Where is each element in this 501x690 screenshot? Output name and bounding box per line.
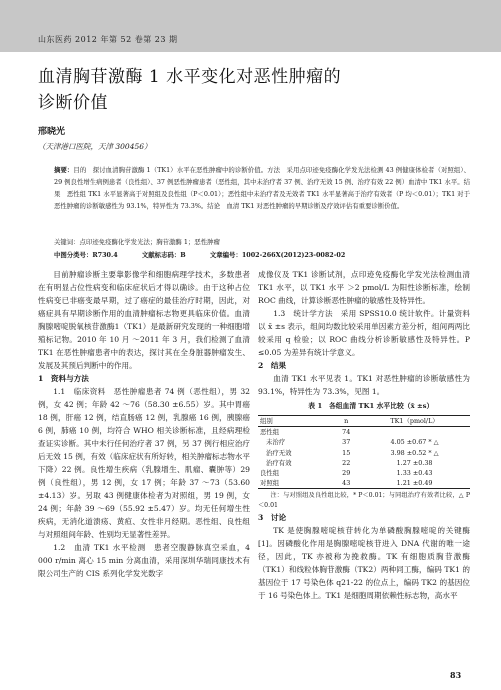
table-cell: 1.27 ±0.38 — [396, 458, 433, 467]
abstract-text: 目的 探讨血清胸苷激酶 1（TK1）水平在恶性肿瘤中的诊断价值。方法 采用点印迹免疫酶化学发光法检测 43 例健康体检者（对照组）、29 例良性增生病例患者（良性组）、37 例恶性肿瘤患者（恶性组，其中未治疗者 37 例、治疗无效 15 例、治疗有效 22 例）血清中 TK1 水平。结果 恶性组 TK1 水平显著高于对照组及良性组（P＜0.01）；恶性组中未治疗者及无效者 TK1 水平显著高于治疗有效者（P 均＜0.01）；TK1 对于恶性肿瘤的诊断敏感性为 93.1%，特异性为 73.3%。结论 血清 TK1 对恶性肿瘤的早期诊断及疗效评估有重要诊断价值。 — [54, 166, 471, 210]
journal-header: 山东医药 2012 年第 52 卷第 23 期 — [38, 35, 178, 44]
table-header-cell: 组别 — [258, 416, 333, 427]
table-cell: 3.98 ±0.52 * △ — [390, 448, 439, 457]
keywords: 关键词：点印迹免疫酶化学发光法；胸苷激酶 1；恶性肿瘤 — [54, 238, 220, 246]
author: 邢晓光 — [38, 127, 66, 137]
table-header-row — [258, 416, 470, 427]
table-title: 表 1 各组血清 TK1 水平比较（x̄ ±s） — [308, 402, 434, 410]
section-heading-discussion: 3 讨论 — [258, 513, 287, 523]
title-line-2: 诊断价值 — [38, 93, 108, 113]
class-number: 中图分类号：R730.4 — [54, 251, 118, 259]
table-cell: 对照组 — [260, 479, 280, 488]
page-number: 83 — [450, 670, 462, 680]
table-cell: 未治疗 — [266, 438, 286, 447]
abstract-label: 摘要： — [54, 166, 74, 174]
section-heading-results: 2 结果 — [258, 361, 287, 370]
right-column — [258, 268, 470, 602]
affiliation: （天津港口医院，天津 300456） — [38, 142, 152, 151]
discussion-paragraph: TK 是使胸腺嘧啶核苷转化为单磷酸胸腺嘧啶的关键酶[1]。因磷酸化作用是胸腺嘧啶核苷进入 DNA 代谢的唯一途径，因此，TK 亦被称为挽救酶。TK 有细胞质胸苷激酶（TK1）和线粒体胸苷激酶（TK2）两种同工酶，编码 TK1 的基因位于 17 号染色体 q21-22 的位点上，编码 TK2 的基因位于 16 号染色体上。TK1 是细胞周期依赖性标志物，高水平 — [258, 526, 470, 601]
intro-paragraph: 目前肿瘤诊断主要靠影像学和细胞病理学技术，多数患者在有明显占位性病变和临床症状后才得以确诊。由于这种占位性病变已非癌变最早期，过了癌症的最佳治疗时期，因此，对癌症具有早期诊断作用的血清肿瘤标志物更具临床价值。血清胸腺嘧啶脱氧核苷激酶1（TK1）是最新研究发现的一种细胞增殖标记物。2010 年 10 月 ～2011 年 3 月，我们检测了血清 TK1 在恶性肿瘤患者中的表达，探讨其在全身脏器肿瘤发生、发展及其预后判断中的作用。 — [38, 270, 250, 370]
article-title — [38, 64, 468, 116]
table-header-cell: n — [333, 416, 359, 427]
table-cell: 治疗有效 — [266, 458, 292, 467]
table-cell: 15 — [342, 448, 351, 457]
table-header-cell: TK1（pmol/L） — [359, 416, 470, 427]
table-row — [258, 448, 470, 458]
document-code: 文献标志码：B — [141, 251, 186, 259]
table-row — [258, 478, 470, 489]
table-cell: 治疗无效 — [266, 448, 292, 457]
table-cell: 1.33 ±0.43 — [396, 469, 433, 478]
table-row — [258, 427, 470, 438]
table-cell: 4.05 ±0.67 * △ — [390, 438, 439, 447]
results-paragraph: 血清 TK1 水平见表 1。TK1 对恶性肿瘤的诊断敏感性为 93.1%，特异性为 73.3%，见图 1。 — [258, 374, 470, 396]
table-row — [258, 468, 470, 478]
article-number: 文章编号：1002-266X(2012)23-0082-02 — [209, 251, 346, 259]
clinical-data-paragraph: 1.1 临床资料 恶性肿瘤患者 74 例（恶性组），男 32 例，女 42 例；年龄 42 ～76（58.30 ±6.55）岁。其中胃癌 18 例，肝癌 12 例，结直肠癌 12 例，乳腺癌 16 例，胰腺癌 6 例，肺癌 10 例，均符合 WHO 相关诊断标准，且经病理检查证实诊断。其中未行任何治疗者 37 例，另 37 例行相应治疗后无效 15 例，有效（临床症状有所好转，相关肿瘤标志物水平下降）22 例。良性增生疾病（乳腺增生、肌瘤、囊肿等）29 例（良性组），男 12 例，女 17 例；年龄 37 ～73（53.60 ±4.13）岁。另取 43 例健康体检者为对照组，男 19 例，女 24 例；年龄 39 ～69（55.92 ±5.47）岁。均无任何增生性疾病，无消化道溃疡、黄疸、女性非月经期。恶性组、良性组与对照组间年龄、性别均无显著性差异。 — [38, 387, 250, 539]
section-heading-methods: 1 资料与方法 — [38, 374, 89, 383]
tk1-table — [258, 415, 470, 489]
table-cell: 29 — [342, 469, 351, 478]
table-row — [258, 458, 470, 468]
table-cell: 良性组 — [260, 469, 280, 478]
statistics-paragraph: 1.3 统计学方法 采用 SPSS10.0 统计软件。计量资料以 x̄ ±s 表示，组间均数比较采用单因素方差分析，组间两两比较采用 q 检验；以 ROC 曲线分析诊断敏感性及特异性。P ≤0.05 为差异有统计学意义。 — [258, 309, 470, 357]
table-note: 注：与对照组及良性组比较，* P＜0.01；与同组治疗有效者比较，△ P＜0.01 — [258, 492, 470, 510]
tk1-detection-paragraph: 1.2 血清 TK1 水平检测 患者空腹静脉真空采血，4 000 r/min 离心 15 min 分离血清，采用深圳华瑞同康技术有限公司生产的 CIS 系列化学发光数字 — [38, 543, 250, 578]
table-cell: 22 — [342, 458, 351, 467]
table-cell: 43 — [342, 479, 351, 488]
table-cell: 37 — [342, 438, 351, 447]
left-column — [38, 268, 250, 580]
table-cell: 74 — [342, 428, 351, 437]
table-cell: 1.21 ±0.49 — [396, 479, 433, 488]
table-row — [258, 437, 470, 447]
classification-line — [54, 250, 470, 259]
table-cell: 恶性组 — [260, 428, 280, 437]
title-line-1: 血清胸苷激酶 1 水平变化对恶性肿瘤的 — [38, 67, 342, 87]
abstract — [54, 164, 470, 212]
table-cell — [359, 427, 470, 438]
detection-cont-paragraph: 成像仪及 TK1 诊断试剂，点印迹免疫酶化学发光法检测血清 TK1 水平，以 TK1 水平 ＞2 pmol/L 为阳性诊断标准，绘制 ROC 曲线，计算诊断恶性肿瘤的敏感性及特异性。 — [258, 270, 470, 305]
